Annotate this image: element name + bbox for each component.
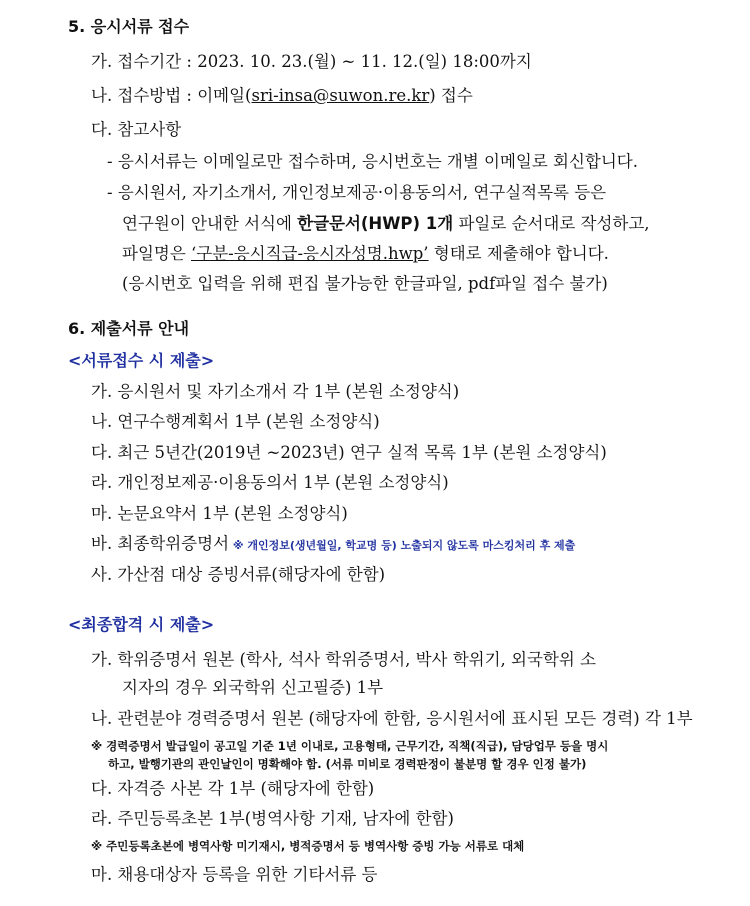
notes-title: 다. 참고사항 [91, 120, 182, 139]
note-documents-line2 [122, 213, 650, 235]
final-career: 나. 관련분야 경력증명서 원본 (해당자에 한함, 응시원서에 표시된 모든 경력) 각 1부 [91, 709, 693, 728]
final-license: 다. 자격증 사본 각 1부 (해당자에 한함) [91, 779, 375, 798]
list-item: 가. 응시원서 및 자기소개서 각 1부 (본원 소정양식) [91, 382, 460, 401]
note-documents-line2-a: 연구원이 안내한 서식에 [122, 214, 298, 233]
note-documents-line2-c: 파일로 순서대로 작성하고, [453, 214, 650, 233]
note-documents-line4: (응시번호 입력을 위해 편집 불가능한 한글파일, pdf파일 접수 불가) [122, 274, 608, 293]
career-note-line2: 하고, 발행기관의 관인날인이 명확해야 함. (서류 미비로 경력판정이 불분명 할 경우 인정 불가) [108, 757, 587, 771]
note-email-only: - 응시서류는 이메일로만 접수하며, 응시번호는 개별 이메일로 회신합니다. [107, 152, 638, 171]
section5-title: 5. 응시서류 접수 [68, 17, 190, 36]
submission-period: 가. 접수기간 : 2023. 10. 23.(월) ~ 11. 12.(일) 18:00까지 [91, 52, 532, 71]
submission-method-prefix: 나. 접수방법 : 이메일( [91, 86, 252, 105]
final-degree-line1: 가. 학위증명서 원본 (학사, 석사 학위증명서, 박사 학위기, 외국학위 소 [91, 650, 596, 669]
degree-certificate-label: 바. 최종학위증명서 [91, 534, 230, 553]
list-item: 라. 개인정보제공·이용동의서 1부 (본원 소정양식) [91, 473, 449, 492]
final-degree-line2: 지자의 경우 외국학위 신고필증) 1부 [122, 678, 384, 697]
final-other-documents: 마. 채용대상자 등록을 위한 기타서류 등 [91, 865, 378, 884]
list-item: 사. 가산점 대상 증빙서류(해당자에 한함) [91, 565, 386, 584]
note-documents-line3 [122, 243, 609, 265]
group-application-title: <서류접수 시 제출> [68, 351, 215, 370]
list-item: 마. 논문요약서 1부 (본원 소정양식) [91, 504, 348, 523]
career-note-line1: ※ 경력증명서 발급일이 공고일 기준 1년 이내로, 고용형태, 근무기간, 직책(직급), 담당업무 등을 명시 [91, 739, 609, 753]
list-item: 나. 연구수행계획서 1부 (본원 소정양식) [91, 412, 380, 431]
final-resident-register: 라. 주민등록초본 1부(병역사항 기재, 남자에 한함) [91, 809, 454, 828]
resident-register-note: ※ 주민등록초본에 병역사항 미기재시, 병적증명서 등 병역사항 증빙 가능 서류로 대체 [91, 839, 525, 853]
note-documents-line3-c: 형태로 제출해야 합니다. [428, 244, 609, 263]
note-documents-line1: - 응시원서, 자기소개서, 개인정보제공·이용동의서, 연구실적목록 등은 [107, 183, 607, 202]
filename-format: ‘구분-응시직급-응시자성명.hwp’ [191, 244, 429, 263]
note-documents-line3-a: 파일명은 [122, 244, 192, 263]
submission-method-suffix: ) 접수 [429, 86, 473, 105]
email-link[interactable]: sri-insa@suwon.re.kr [251, 86, 430, 105]
hwp-bold-text: 한글문서(HWP) 1개 [297, 214, 454, 233]
masking-note: ※ 개인정보(생년월일, 학교명 등) 노출되지 않도록 마스킹처리 후 제출 [229, 539, 576, 552]
submission-method [91, 85, 473, 107]
group-final-title: <최종합격 시 제출> [68, 615, 215, 634]
list-item-degree-certificate [91, 533, 575, 557]
list-item: 다. 최근 5년간(2019년 ~2023년) 연구 실적 목록 1부 (본원 소정양식) [91, 443, 607, 462]
section6-title: 6. 제출서류 안내 [68, 319, 190, 338]
